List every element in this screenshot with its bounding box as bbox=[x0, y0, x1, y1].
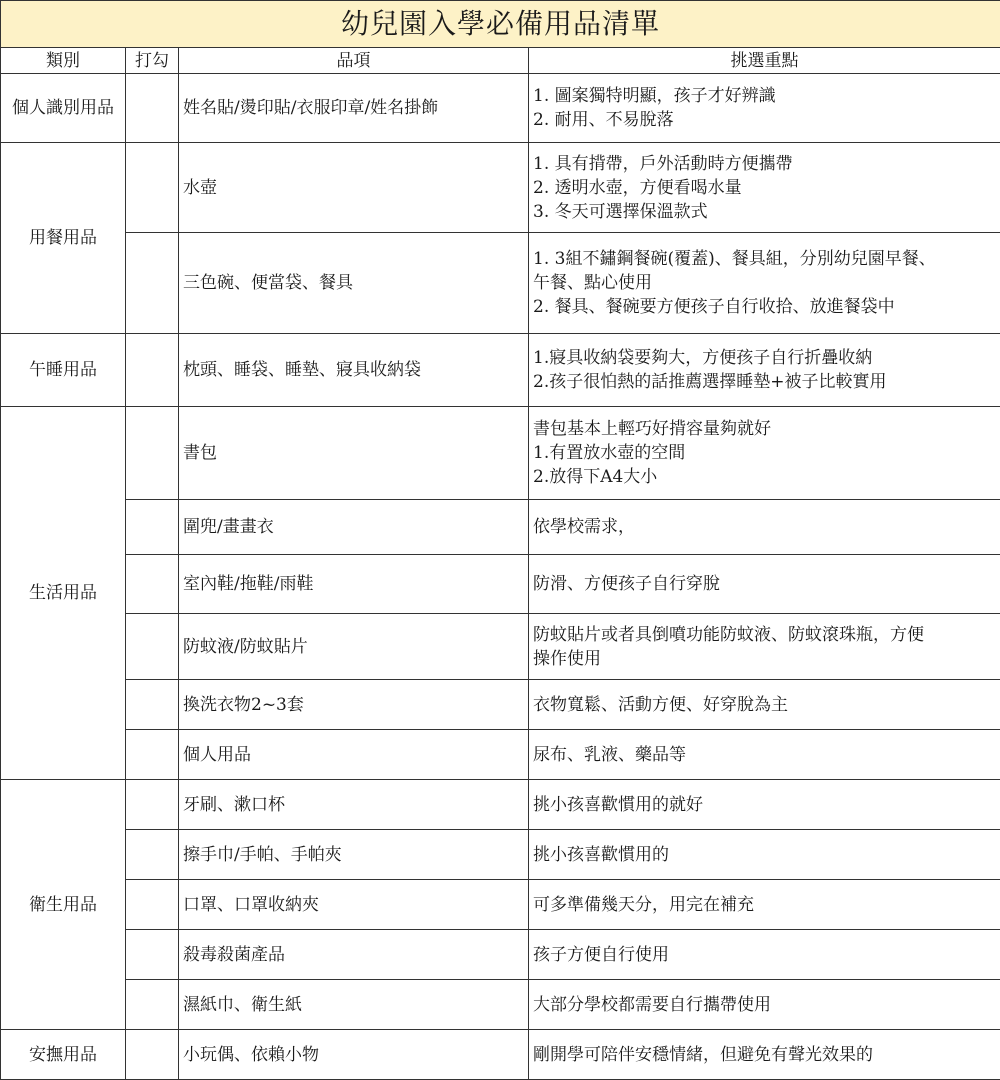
table-row bbox=[1, 680, 1000, 730]
table-row bbox=[1, 74, 1000, 143]
category-cell: 午睡用品 bbox=[1, 334, 126, 407]
item-cell: 室內鞋/拖鞋/雨鞋 bbox=[179, 555, 529, 614]
points-line: 1.寢具收納袋要夠大，方便孩子自行折疊收納 bbox=[533, 346, 996, 370]
points-cell bbox=[529, 233, 1000, 334]
points-cell bbox=[529, 930, 1000, 980]
page-title: 幼兒園入學必備用品清單 bbox=[1, 1, 1000, 48]
checkbox-cell[interactable] bbox=[126, 500, 179, 555]
table-row bbox=[1, 780, 1000, 830]
item-cell: 換洗衣物2~3套 bbox=[179, 680, 529, 730]
points-line: 剛開學可陪伴安穩情緒，但避免有聲光效果的 bbox=[533, 1043, 996, 1067]
points-cell bbox=[529, 500, 1000, 555]
table-row bbox=[1, 1030, 1000, 1080]
item-cell: 姓名貼/燙印貼/衣服印章/姓名掛飾 bbox=[179, 74, 529, 143]
checkbox-cell[interactable] bbox=[126, 830, 179, 880]
points-line: 1. 3組不鏽鋼餐碗(覆蓋)、餐具組，分別幼兒園早餐、 bbox=[533, 247, 996, 271]
checkbox-cell[interactable] bbox=[126, 74, 179, 143]
checkbox-cell[interactable] bbox=[126, 143, 179, 233]
table-row bbox=[1, 930, 1000, 980]
table-row bbox=[1, 500, 1000, 555]
points-cell bbox=[529, 74, 1000, 143]
item-cell: 濕紙巾、衛生紙 bbox=[179, 980, 529, 1030]
points-line: 2. 餐具、餐碗要方便孩子自行收拾、放進餐袋中 bbox=[533, 295, 996, 319]
category-cell: 用餐用品 bbox=[1, 143, 126, 334]
points-cell bbox=[529, 780, 1000, 830]
points-cell bbox=[529, 143, 1000, 233]
points-line: 3. 冬天可選擇保溫款式 bbox=[533, 200, 996, 224]
points-cell bbox=[529, 830, 1000, 880]
points-line: 挑小孩喜歡慣用的就好 bbox=[533, 793, 996, 817]
title-row bbox=[1, 1, 1000, 48]
points-line: 大部分學校都需要自行攜帶使用 bbox=[533, 993, 996, 1017]
table-row bbox=[1, 555, 1000, 614]
points-line: 2.放得下A4大小 bbox=[533, 465, 996, 489]
header-category: 類別 bbox=[1, 48, 126, 74]
header-points: 挑選重點 bbox=[529, 48, 1000, 74]
checkbox-cell[interactable] bbox=[126, 780, 179, 830]
item-cell: 殺毒殺菌產品 bbox=[179, 930, 529, 980]
points-cell bbox=[529, 980, 1000, 1030]
table-row bbox=[1, 614, 1000, 680]
category-cell: 個人識別用品 bbox=[1, 74, 126, 143]
points-line: 尿布、乳液、藥品等 bbox=[533, 743, 996, 767]
table-row bbox=[1, 334, 1000, 407]
points-cell bbox=[529, 555, 1000, 614]
points-line: 1. 具有揹帶，戶外活動時方便攜帶 bbox=[533, 152, 996, 176]
points-cell bbox=[529, 730, 1000, 780]
points-line: 防滑、方便孩子自行穿脫 bbox=[533, 572, 996, 596]
points-line: 可多準備幾天分，用完在補充 bbox=[533, 893, 996, 917]
points-line: 依學校需求， bbox=[533, 515, 996, 539]
points-line: 2. 耐用、不易脫落 bbox=[533, 108, 996, 132]
points-cell bbox=[529, 880, 1000, 930]
points-line: 挑小孩喜歡慣用的 bbox=[533, 843, 996, 867]
table-row bbox=[1, 233, 1000, 334]
checkbox-cell[interactable] bbox=[126, 334, 179, 407]
header-item: 品項 bbox=[179, 48, 529, 74]
checkbox-cell[interactable] bbox=[126, 1030, 179, 1080]
checkbox-cell[interactable] bbox=[126, 930, 179, 980]
checkbox-cell[interactable] bbox=[126, 614, 179, 680]
item-cell: 圍兜/畫畫衣 bbox=[179, 500, 529, 555]
points-cell bbox=[529, 407, 1000, 500]
table-row bbox=[1, 830, 1000, 880]
checkbox-cell[interactable] bbox=[126, 407, 179, 500]
item-cell: 擦手巾/手帕、手帕夾 bbox=[179, 830, 529, 880]
table-row bbox=[1, 980, 1000, 1030]
points-line: 2.孩子很怕熱的話推薦選擇睡墊+被子比較實用 bbox=[533, 370, 996, 394]
category-cell: 安撫用品 bbox=[1, 1030, 126, 1080]
points-line: 1. 圖案獨特明顯，孩子才好辨識 bbox=[533, 84, 996, 108]
points-line: 2. 透明水壺，方便看喝水量 bbox=[533, 176, 996, 200]
table-row bbox=[1, 730, 1000, 780]
table-row bbox=[1, 407, 1000, 500]
item-cell: 書包 bbox=[179, 407, 529, 500]
points-cell bbox=[529, 1030, 1000, 1080]
points-line: 衣物寬鬆、活動方便、好穿脫為主 bbox=[533, 693, 996, 717]
item-cell: 小玩偶、依賴小物 bbox=[179, 1030, 529, 1080]
points-line: 操作使用 bbox=[533, 647, 996, 671]
item-cell: 個人用品 bbox=[179, 730, 529, 780]
points-cell bbox=[529, 614, 1000, 680]
checkbox-cell[interactable] bbox=[126, 730, 179, 780]
checkbox-cell[interactable] bbox=[126, 880, 179, 930]
points-cell bbox=[529, 334, 1000, 407]
item-cell: 口罩、口罩收納夾 bbox=[179, 880, 529, 930]
points-line: 書包基本上輕巧好揹容量夠就好 bbox=[533, 417, 996, 441]
table-row bbox=[1, 143, 1000, 233]
checkbox-cell[interactable] bbox=[126, 555, 179, 614]
checkbox-cell[interactable] bbox=[126, 680, 179, 730]
points-line: 防蚊貼片或者具倒噴功能防蚊液、防蚊滾珠瓶，方便 bbox=[533, 623, 996, 647]
item-cell: 牙刷、漱口杯 bbox=[179, 780, 529, 830]
item-cell: 三色碗、便當袋、餐具 bbox=[179, 233, 529, 334]
checkbox-cell[interactable] bbox=[126, 980, 179, 1030]
item-cell: 水壺 bbox=[179, 143, 529, 233]
header-check: 打勾 bbox=[126, 48, 179, 74]
points-line: 孩子方便自行使用 bbox=[533, 943, 996, 967]
points-line: 1.有置放水壺的空間 bbox=[533, 441, 996, 465]
header-row bbox=[1, 48, 1000, 74]
item-cell: 枕頭、睡袋、睡墊、寢具收納袋 bbox=[179, 334, 529, 407]
points-line: 午餐、點心使用 bbox=[533, 271, 996, 295]
table-row bbox=[1, 880, 1000, 930]
category-cell: 衛生用品 bbox=[1, 780, 126, 1030]
checkbox-cell[interactable] bbox=[126, 233, 179, 334]
item-cell: 防蚊液/防蚊貼片 bbox=[179, 614, 529, 680]
points-cell bbox=[529, 680, 1000, 730]
category-cell: 生活用品 bbox=[1, 407, 126, 780]
